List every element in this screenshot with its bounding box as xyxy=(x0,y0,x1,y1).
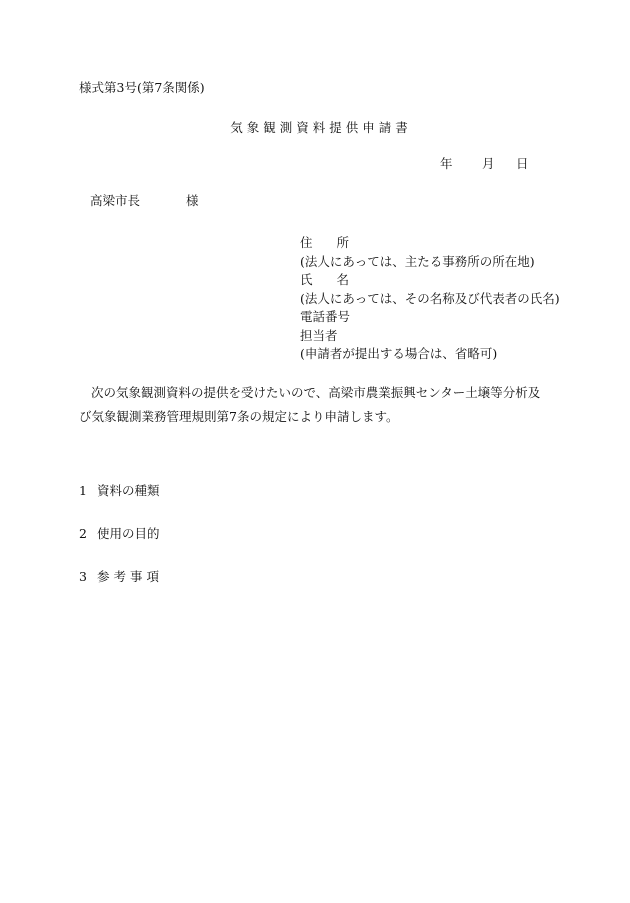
name-label-char-1: 氏 xyxy=(300,272,313,287)
section-label: 参考事項 xyxy=(97,569,164,584)
phone-label: 電話番号 xyxy=(300,309,351,324)
date-month-label: 月 xyxy=(482,156,495,171)
section-item-2 xyxy=(79,528,160,541)
addressee-name: 高梁市長 xyxy=(90,193,141,208)
address-label-char-2: 所 xyxy=(336,235,350,250)
name-label-char-2: 名 xyxy=(336,272,350,287)
form-number-label: 様式第3号(第7条関係) xyxy=(79,80,205,95)
date-row xyxy=(440,158,529,171)
date-year-label: 年 xyxy=(440,156,453,171)
section-number: 1 xyxy=(79,483,87,498)
application-body-content: 次の気象観測資料の提供を受けたいので、高梁市農業振興センター土壌等分析及び気象観測業務管理規則第7条の規定により申請します。 xyxy=(79,385,541,424)
section-item-3 xyxy=(79,571,163,584)
address-note: (法人にあっては、主たる事務所の所在地) xyxy=(300,253,535,269)
addressee-honorific: 様 xyxy=(186,193,199,208)
section-label: 使用の目的 xyxy=(97,526,160,541)
address-label-char-1: 住 xyxy=(300,235,313,250)
name-note: (法人にあっては、その名称及び代表者の氏名) xyxy=(300,290,560,306)
section-number: 2 xyxy=(79,526,87,541)
name-label xyxy=(300,271,560,290)
contact-label: 担当者 xyxy=(300,327,338,343)
contact-note: (申請者が提出する場合は、省略可) xyxy=(300,346,498,361)
address-label xyxy=(300,234,560,253)
date-day-label: 日 xyxy=(516,156,529,171)
document-title: 気象観測資料提供申請書 xyxy=(230,120,412,135)
applicant-block xyxy=(300,234,560,364)
section-number: 3 xyxy=(79,569,87,584)
section-label: 資料の種類 xyxy=(97,483,160,498)
application-body-text xyxy=(79,381,549,429)
addressee xyxy=(90,195,199,208)
section-item-1 xyxy=(79,485,160,498)
